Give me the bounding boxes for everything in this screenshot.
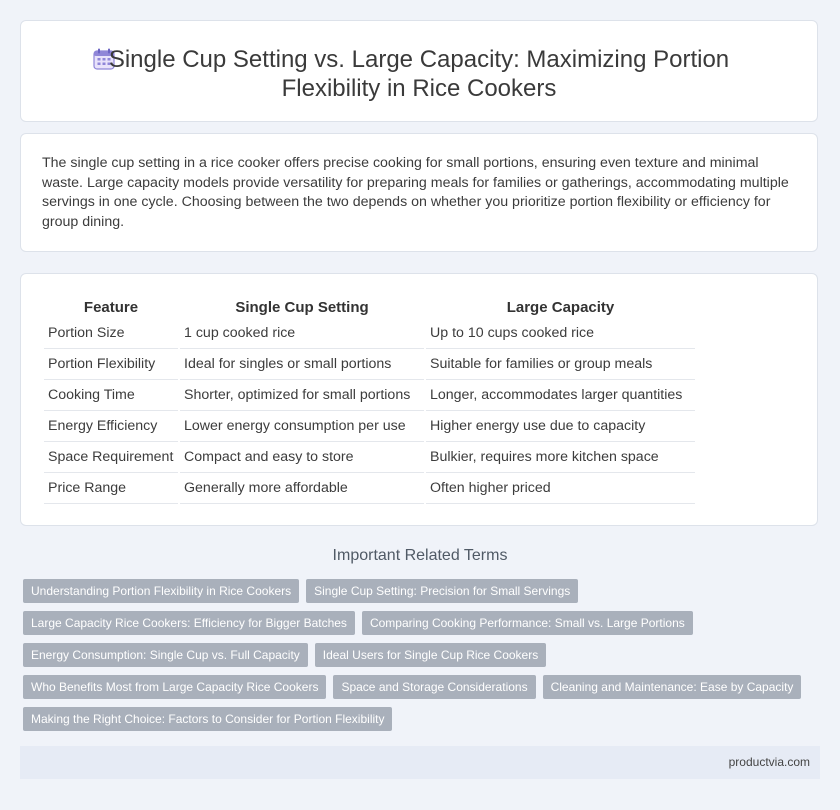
header-feature: Feature	[83, 298, 139, 316]
tag-row	[23, 675, 813, 699]
footer	[20, 746, 820, 779]
table-cell: Bulkier, requires more kitchen space	[426, 442, 695, 473]
table-cell: Portion Flexibility	[44, 349, 178, 380]
tag-row	[23, 643, 813, 667]
related-term-tag[interactable]: Making the Right Choice: Factors to Consider for Portion Flexibility	[23, 707, 392, 731]
header-large-capacity: Large Capacity	[506, 298, 615, 316]
title-card	[20, 20, 818, 122]
related-term-tag[interactable]: Energy Consumption: Single Cup vs. Full Capacity	[23, 643, 308, 667]
table-row	[44, 411, 695, 442]
intro-paragraph: The single cup setting in a rice cooker offers precise cooking for small portions, ensuring even texture and minimal waste. Large capacity models provide versatility for preparing meals for families or gatherings, accommodating multiple servings in one cycle. Choosing between the two depends on whether you prioritize portion flexibility or efficiency for group dining.	[42, 155, 789, 230]
table-row	[44, 473, 695, 504]
related-terms-list	[23, 579, 813, 739]
table-cell: Lower energy consumption per use	[180, 411, 424, 442]
table-cell: Compact and easy to store	[180, 442, 424, 473]
table-cell: Energy Efficiency	[44, 411, 178, 442]
table-cell: Ideal for singles or small portions	[180, 349, 424, 380]
intro-card	[20, 133, 818, 252]
comparison-table	[42, 296, 697, 504]
table-row	[44, 349, 695, 380]
table-cell: Longer, accommodates larger quantities	[426, 380, 695, 411]
table-cell: Price Range	[44, 473, 178, 504]
related-term-tag[interactable]: Who Benefits Most from Large Capacity Rice Cookers	[23, 675, 326, 699]
table-cell: Higher energy use due to capacity	[426, 411, 695, 442]
table-cell: Portion Size	[44, 318, 178, 349]
site-link[interactable]: productvia.com	[728, 755, 810, 769]
table-cell: 1 cup cooked rice	[180, 318, 424, 349]
table-header-row	[44, 296, 695, 318]
tag-row	[23, 611, 813, 635]
tag-row	[23, 707, 813, 731]
table-cell: Space Requirement	[44, 442, 178, 473]
related-term-tag[interactable]: Ideal Users for Single Cup Rice Cookers	[315, 643, 546, 667]
table-cell: Cooking Time	[44, 380, 178, 411]
page-title: Single Cup Setting vs. Large Capacity: Maximizing Portion Flexibility in Rice Cookers	[108, 46, 730, 102]
table-cell: Up to 10 cups cooked rice	[426, 318, 695, 349]
table-cell: Suitable for families or group meals	[426, 349, 695, 380]
related-term-tag[interactable]: Comparing Cooking Performance: Small vs. Large Portions	[362, 611, 693, 635]
table-row	[44, 442, 695, 473]
related-term-tag[interactable]: Single Cup Setting: Precision for Small Servings	[306, 579, 578, 603]
related-term-tag[interactable]: Cleaning and Maintenance: Ease by Capacity	[543, 675, 802, 699]
header-single-cup: Single Cup Setting	[235, 298, 369, 316]
comparison-card	[20, 273, 818, 526]
related-term-tag[interactable]: Understanding Portion Flexibility in Rice Cookers	[23, 579, 299, 603]
table-cell: Shorter, optimized for small portions	[180, 380, 424, 411]
table-cell: Generally more affordable	[180, 473, 424, 504]
table-cell: Often higher priced	[426, 473, 695, 504]
related-term-tag[interactable]: Space and Storage Considerations	[333, 675, 535, 699]
related-term-tag[interactable]: Large Capacity Rice Cookers: Efficiency for Bigger Batches	[23, 611, 355, 635]
related-terms-heading: Important Related Terms	[332, 547, 508, 564]
table-row	[44, 380, 695, 411]
table-row	[44, 318, 695, 349]
tag-row	[23, 579, 813, 603]
